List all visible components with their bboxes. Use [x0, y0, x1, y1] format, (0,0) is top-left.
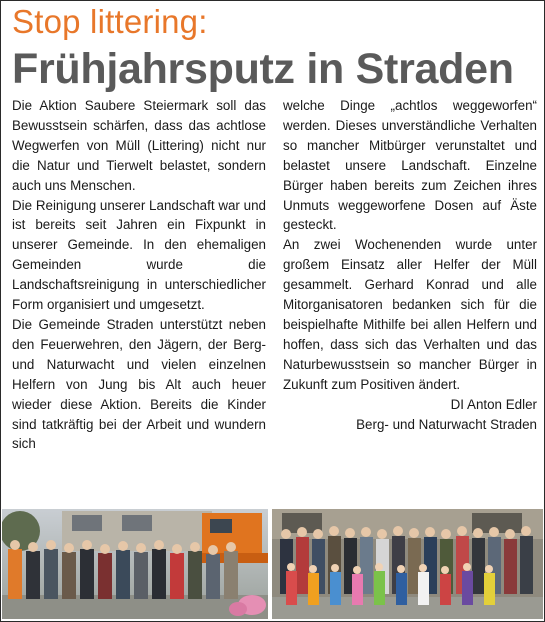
- article-kicker: Stop littering:: [12, 3, 208, 40]
- article-headline: Frühjahrsputz in Straden: [12, 45, 514, 93]
- text-column-left: [12, 96, 266, 454]
- paragraph: Die Gemeinde Straden unterstützt neben den Feuerwehren, den Jägern, der Berg- und Naturwacht und vielen einzelnen Helfern von Jung bis Alt auch heuer wieder diese Aktion. Bereits die Kinder sind tatkräftig bei der Arbeit und wundern sich: [12, 316, 266, 452]
- signature-organization: Berg- und Naturwacht Straden: [356, 416, 537, 432]
- paragraph: welche Dinge „achtlos weggeworfen“ werden. Dieses unverständliche Verhalten so mancher Mitbürger verunstaltet und belastet unsere Landschaft. Einzelne Bürger haben bereits zum Zeichen ihres Unmuts weggeworfene Dosen auf Äste gesteckt.: [283, 98, 537, 233]
- group-photo-children-icon: [272, 509, 543, 619]
- paragraph: Die Reinigung unserer Landschaft war und ist bereits seit Jahren ein Fixpunkt in unserer Gemeinde. In den ehemaligen Gemeinden wurde die Landschaftsreinigung in unterschiedlicher Form organisiert und umgesetzt.: [12, 197, 266, 313]
- signature-name: DI Anton Edler: [450, 396, 537, 412]
- photo-volunteers-group: [2, 509, 268, 619]
- paragraph: Die Aktion Saubere Steiermark soll das Bewusstsein schärfen, dass das achtlose Wegwerfen von Müll (Littering) nicht nur die Natur und Tierwelt belastet, sondern auch uns Menschen.: [12, 98, 266, 193]
- group-photo-volunteers-icon: [2, 509, 268, 619]
- text-column-right: [283, 96, 537, 434]
- photo-volunteers-children: [272, 509, 543, 619]
- paragraph: An zwei Wochenenden wurde unter großem Einsatz aller Helfer der Müll gesammelt. Gerhard Konrad und alle Mitorganisatoren bedanken sich für die beispielhafte Mithilfe bei allen Helfern und hoffen, dass sich das Verhalten und das Naturbewusstsein so mancher Bürger in Zukunft zum Positiven ändert.: [283, 237, 537, 392]
